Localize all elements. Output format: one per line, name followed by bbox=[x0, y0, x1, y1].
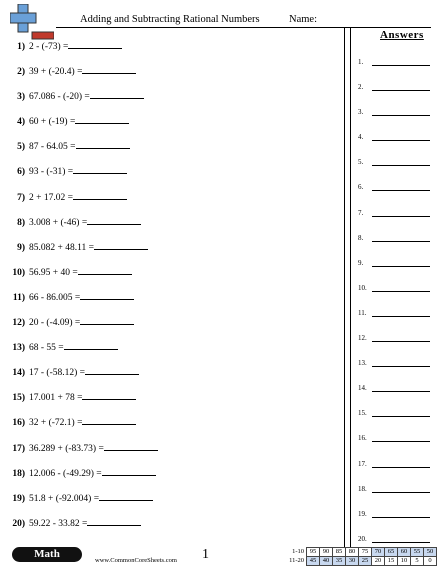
problem-expression: 66 - 86.005 = bbox=[29, 292, 81, 303]
score-cell: 10 bbox=[398, 557, 411, 566]
problem-expression: 39 + (-20.4) = bbox=[29, 67, 83, 78]
answer-key-line[interactable] bbox=[372, 291, 430, 292]
answer-key-line[interactable] bbox=[372, 517, 430, 518]
score-cell: 80 bbox=[346, 548, 359, 557]
answer-blank[interactable] bbox=[80, 291, 134, 300]
answer-key-line[interactable] bbox=[372, 241, 430, 242]
problem-number: 4) bbox=[17, 117, 25, 128]
problem-number: 17) bbox=[12, 443, 25, 454]
problem-number: 8) bbox=[17, 217, 25, 228]
answer-blank[interactable] bbox=[64, 341, 118, 350]
problem-expression: 56.95 + 40 = bbox=[29, 267, 78, 278]
answer-key-number: 9. bbox=[358, 258, 364, 267]
score-cell: 30 bbox=[346, 557, 359, 566]
answer-key-number: 6. bbox=[358, 183, 364, 192]
answer-key-line[interactable] bbox=[372, 441, 430, 442]
answer-key-number: 19. bbox=[358, 509, 367, 518]
score-cell: 50 bbox=[424, 548, 437, 557]
score-cell: 20 bbox=[372, 557, 385, 566]
problem-number: 19) bbox=[12, 493, 25, 504]
answer-key-number: 13. bbox=[358, 359, 367, 368]
answer-key-row bbox=[358, 230, 432, 255]
answer-key-row bbox=[358, 330, 432, 355]
name-label: Name: bbox=[289, 14, 317, 25]
answer-key-row bbox=[358, 104, 432, 129]
problem-expression: 32 + (-72.1) = bbox=[29, 418, 83, 429]
problem-number: 12) bbox=[12, 318, 25, 329]
problem-number: 3) bbox=[17, 92, 25, 103]
answer-blank[interactable] bbox=[90, 90, 144, 99]
score-cell: 25 bbox=[359, 557, 372, 566]
score-cell: 0 bbox=[424, 557, 437, 566]
score-cell: 60 bbox=[398, 548, 411, 557]
problem-number: 20) bbox=[12, 518, 25, 529]
problem-number: 13) bbox=[12, 343, 25, 354]
answer-blank[interactable] bbox=[68, 40, 122, 49]
score-cell: 90 bbox=[320, 548, 333, 557]
problem-row bbox=[6, 390, 336, 415]
answer-blank[interactable] bbox=[82, 65, 136, 74]
problem-number: 9) bbox=[17, 242, 25, 253]
problem-row bbox=[6, 315, 336, 340]
answer-blank[interactable] bbox=[76, 140, 130, 149]
score-row bbox=[284, 557, 437, 566]
math-operations-logo-icon bbox=[10, 4, 54, 42]
score-cell: 35 bbox=[333, 557, 346, 566]
answer-key-line[interactable] bbox=[372, 190, 430, 191]
page-number: 1 bbox=[202, 547, 209, 562]
answer-key-number: 1. bbox=[358, 58, 364, 66]
problem-expression: 3.008 + (-46) = bbox=[29, 217, 88, 228]
answer-key-row bbox=[358, 280, 432, 305]
answer-blank[interactable] bbox=[73, 191, 127, 200]
problem-row bbox=[6, 89, 336, 114]
problem-row bbox=[6, 114, 336, 139]
answer-key-line[interactable] bbox=[372, 316, 430, 317]
answer-key-number: 2. bbox=[358, 83, 364, 92]
answer-key-row bbox=[358, 179, 432, 204]
answer-key-number: 11. bbox=[358, 308, 367, 317]
score-cell: 40 bbox=[320, 557, 333, 566]
problem-number: 18) bbox=[12, 468, 25, 479]
answer-blank[interactable] bbox=[82, 391, 136, 400]
answer-blank[interactable] bbox=[102, 467, 156, 476]
problem-row bbox=[6, 139, 336, 164]
score-row-label: 11-20 bbox=[289, 557, 304, 564]
score-row bbox=[284, 548, 437, 557]
site-url: www.CommonCoreSheets.com bbox=[95, 557, 177, 564]
problem-number: 10) bbox=[12, 267, 25, 278]
answer-key-line[interactable] bbox=[372, 366, 430, 367]
header-rule bbox=[56, 27, 431, 28]
problem-expression: 12.006 - (-49.29) = bbox=[29, 468, 102, 479]
answer-key-number: 7. bbox=[358, 208, 364, 217]
answer-key-row bbox=[358, 481, 432, 506]
score-cell: 55 bbox=[411, 548, 424, 557]
problem-expression: 87 - 64.05 = bbox=[29, 142, 76, 153]
problem-row bbox=[6, 265, 336, 290]
answer-blank[interactable] bbox=[82, 416, 136, 425]
answer-key-number: 14. bbox=[358, 384, 367, 393]
problem-expression: 68 - 55 = bbox=[29, 343, 64, 354]
answer-key-line[interactable] bbox=[372, 216, 430, 217]
score-cell: 85 bbox=[333, 548, 346, 557]
problem-expression: 67.086 - (-20) = bbox=[29, 92, 90, 103]
problem-expression: 36.289 + (-83.73) = bbox=[29, 443, 104, 454]
problem-expression: 17.001 + 78 = bbox=[29, 393, 83, 404]
answer-blank[interactable] bbox=[87, 517, 141, 526]
answer-key-line[interactable] bbox=[372, 65, 430, 66]
problem-row bbox=[6, 39, 336, 64]
answer-key-number: 17. bbox=[358, 459, 367, 468]
answer-blank[interactable] bbox=[85, 366, 139, 375]
problem-expression: 60 + (-19) = bbox=[29, 117, 76, 128]
answer-key-row bbox=[358, 305, 432, 330]
answer-blank[interactable] bbox=[104, 442, 158, 451]
answer-key-line[interactable] bbox=[372, 115, 430, 116]
problem-expression: 2 - (-73) = bbox=[29, 42, 69, 52]
problem-list bbox=[6, 39, 336, 541]
answer-key-row bbox=[358, 380, 432, 405]
score-cell: 75 bbox=[359, 548, 372, 557]
answer-blank[interactable] bbox=[78, 266, 132, 275]
problem-number: 1) bbox=[17, 42, 25, 52]
problem-number: 7) bbox=[17, 192, 25, 203]
answer-key-row bbox=[358, 355, 432, 380]
answer-key-line[interactable] bbox=[372, 467, 430, 468]
answer-key-row bbox=[358, 405, 432, 430]
answer-key-number: 4. bbox=[358, 133, 364, 142]
problem-row bbox=[6, 64, 336, 89]
problem-expression: 17 - (-58.12) = bbox=[29, 368, 86, 379]
answer-key-number: 8. bbox=[358, 233, 364, 242]
answer-blank[interactable] bbox=[99, 492, 153, 501]
answer-key-line[interactable] bbox=[372, 341, 430, 342]
answer-key-line[interactable] bbox=[372, 140, 430, 141]
answer-key-list bbox=[358, 54, 432, 556]
score-cell: 70 bbox=[372, 548, 385, 557]
answer-blank[interactable] bbox=[73, 165, 127, 174]
problem-row bbox=[6, 215, 336, 240]
answer-key-row bbox=[358, 430, 432, 455]
problem-expression: 2 + 17.02 = bbox=[29, 192, 73, 203]
problem-row bbox=[6, 190, 336, 215]
problem-row bbox=[6, 164, 336, 189]
problem-number: 15) bbox=[12, 393, 25, 404]
answer-key-line[interactable] bbox=[372, 542, 430, 543]
worksheet-title: Adding and Subtracting Rational Numbers bbox=[80, 14, 260, 25]
score-table bbox=[284, 547, 437, 566]
score-cell: 15 bbox=[385, 557, 398, 566]
problem-row bbox=[6, 240, 336, 265]
answer-key-number: 5. bbox=[358, 158, 364, 167]
score-cell: 5 bbox=[411, 557, 424, 566]
problem-expression: 20 - (-4.09) = bbox=[29, 318, 81, 329]
problem-number: 14) bbox=[12, 368, 25, 379]
answer-key-row bbox=[358, 255, 432, 280]
problem-expression: 51.8 + (-92.004) = bbox=[29, 493, 100, 504]
problem-row bbox=[6, 491, 336, 516]
problem-row bbox=[6, 516, 336, 541]
problem-expression: 93 - (-31) = bbox=[29, 167, 74, 178]
answer-column-divider bbox=[344, 28, 351, 547]
answer-key-row bbox=[358, 79, 432, 104]
answer-key-line[interactable] bbox=[372, 165, 430, 166]
math-badge: Math bbox=[12, 547, 82, 562]
score-cell: 95 bbox=[307, 548, 320, 557]
score-cell: 45 bbox=[307, 557, 320, 566]
problem-number: 6) bbox=[17, 167, 25, 178]
problem-row bbox=[6, 365, 336, 390]
answer-key-number: 20. bbox=[358, 534, 367, 543]
answer-key-line[interactable] bbox=[372, 416, 430, 417]
answer-key-row bbox=[358, 456, 432, 481]
problem-number: 2) bbox=[17, 67, 25, 78]
problem-number: 16) bbox=[12, 418, 25, 429]
answer-key-row bbox=[358, 205, 432, 230]
problem-row bbox=[6, 290, 336, 315]
answer-blank[interactable] bbox=[87, 216, 141, 225]
answer-blank[interactable] bbox=[80, 316, 134, 325]
answer-key-row bbox=[358, 154, 432, 179]
answer-key-number: 18. bbox=[358, 484, 367, 493]
answer-key-row bbox=[358, 54, 432, 79]
problem-row bbox=[6, 441, 336, 466]
answers-heading: Answers bbox=[380, 29, 424, 41]
footer bbox=[0, 546, 442, 567]
answer-key-number: 10. bbox=[358, 283, 367, 292]
problem-row bbox=[6, 340, 336, 365]
answer-key-line[interactable] bbox=[372, 266, 430, 267]
answer-key-number: 16. bbox=[358, 434, 367, 443]
problem-number: 11) bbox=[12, 292, 25, 303]
answer-key-row bbox=[358, 129, 432, 154]
problem-number: 5) bbox=[17, 142, 25, 153]
answer-blank[interactable] bbox=[75, 115, 129, 124]
problem-row bbox=[6, 415, 336, 440]
answer-key-line[interactable] bbox=[372, 90, 430, 91]
answer-key-number: 15. bbox=[358, 409, 367, 418]
problem-row bbox=[6, 466, 336, 491]
answer-blank[interactable] bbox=[94, 241, 148, 250]
score-cell: 65 bbox=[385, 548, 398, 557]
answer-key-number: 12. bbox=[358, 334, 367, 343]
answer-key-line[interactable] bbox=[372, 391, 430, 392]
score-row-label: 1-10 bbox=[292, 548, 304, 555]
problem-expression: 59.22 - 33.82 = bbox=[29, 518, 88, 529]
answer-key-number: 3. bbox=[358, 108, 364, 117]
answer-key-row bbox=[358, 506, 432, 531]
answer-key-line[interactable] bbox=[372, 492, 430, 493]
problem-expression: 85.082 + 48.11 = bbox=[29, 242, 94, 253]
